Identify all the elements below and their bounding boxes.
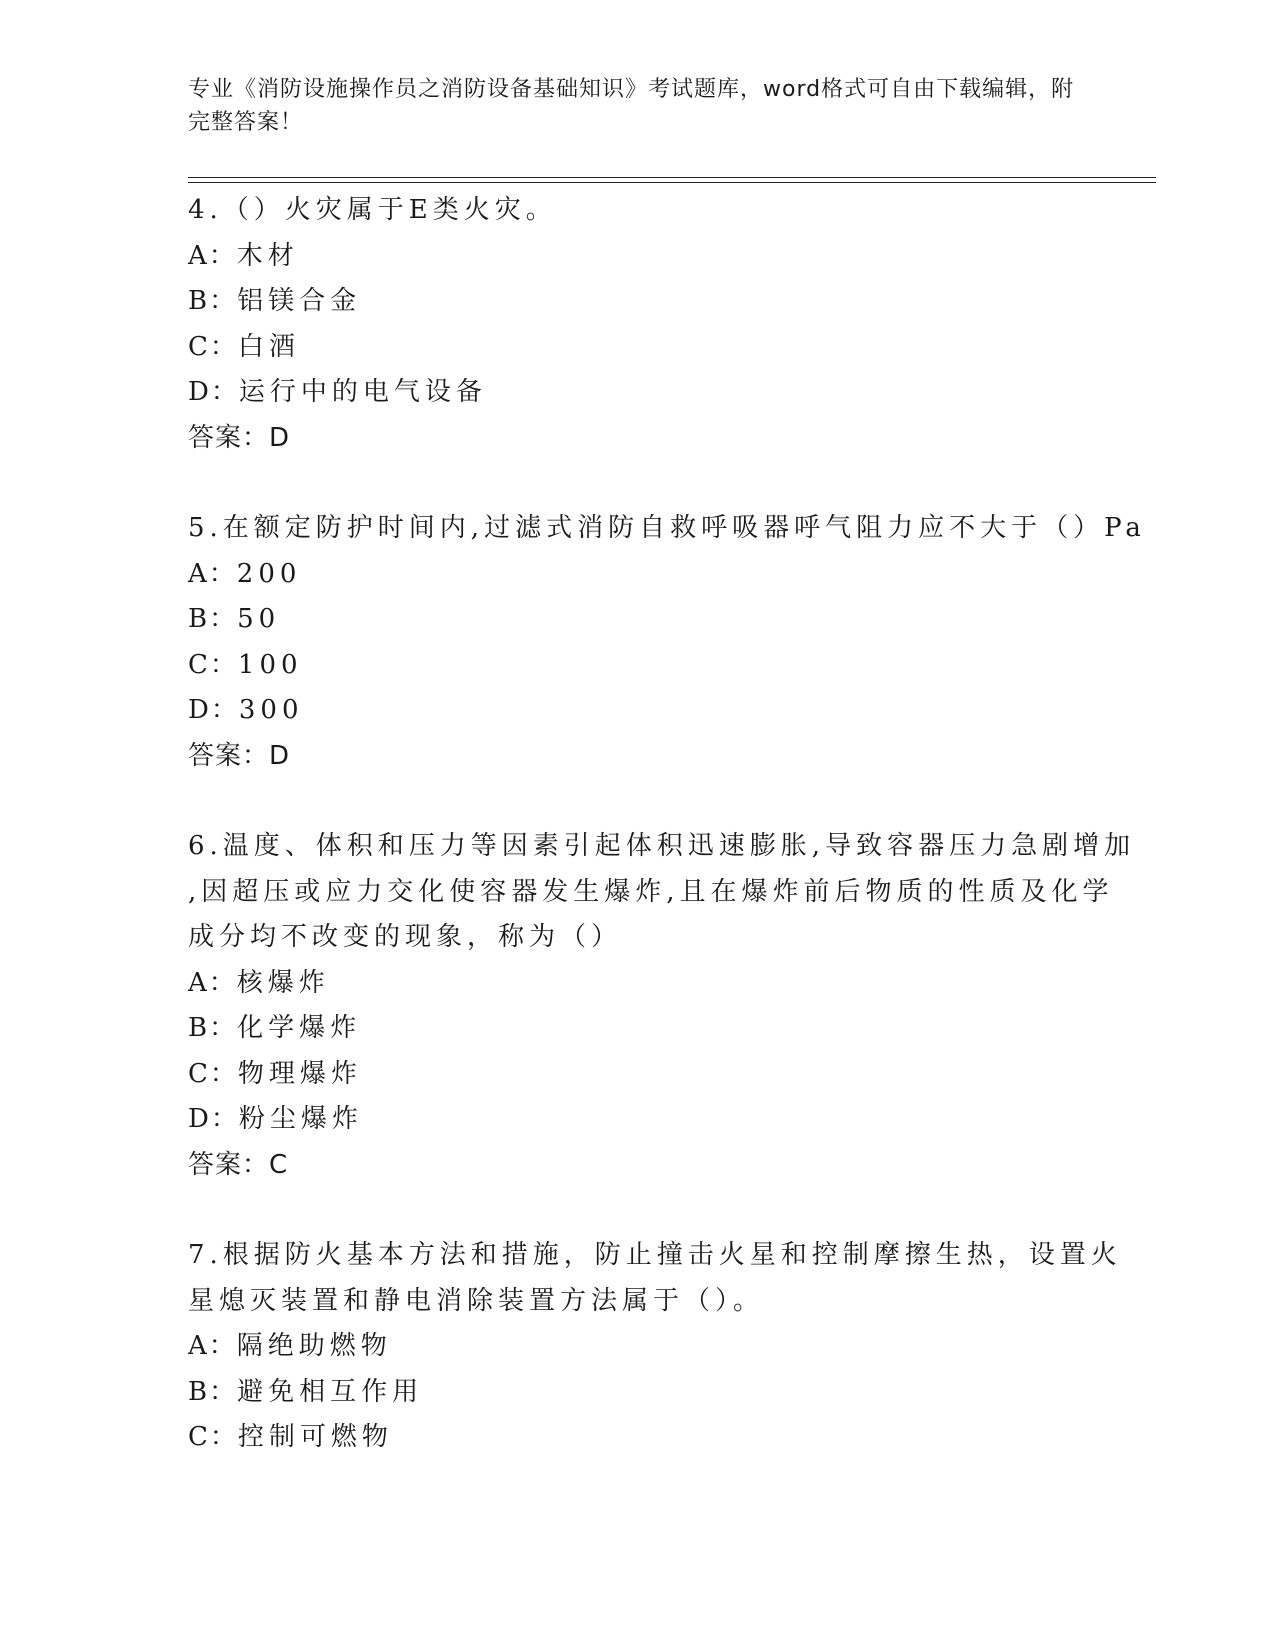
option-label: C： — [188, 1058, 238, 1089]
answer-option — [188, 597, 1088, 643]
question-item — [188, 1233, 1122, 1461]
question-stem — [188, 1233, 1122, 1324]
question-item — [188, 188, 1088, 461]
answer-key: 答案：D — [188, 422, 291, 453]
option-text: 白酒 — [237, 331, 300, 362]
answer-option — [188, 1052, 1088, 1098]
option-text: 铝镁合金 — [237, 286, 362, 316]
answer-option — [188, 1370, 1088, 1416]
option-text: 物理爆炸 — [237, 1058, 362, 1089]
option-label: D： — [188, 695, 239, 725]
answer-option — [188, 370, 1088, 416]
question-stem-line: ,因超压或应力交化使容器发生爆炸,且在爆炸前后物质的性质及化学 — [188, 876, 1114, 907]
option-text: 300 — [238, 695, 304, 725]
option-label: A： — [188, 1331, 237, 1361]
option-label: B： — [188, 286, 238, 316]
option-text: 控制可燃物 — [237, 1422, 393, 1452]
question-stem — [188, 824, 1136, 961]
option-label: C： — [188, 331, 238, 362]
option-label: C： — [188, 649, 238, 680]
answer-option — [188, 325, 1088, 371]
document-header: 专业《消防设施操作员之消防设备基础知识》考试题库，word格式可自由下载编辑，附完整答案！ — [188, 77, 1075, 135]
answer-option — [188, 1097, 1088, 1143]
question-stem-line: 4.（）火灾属于E类火灾。 — [188, 195, 557, 225]
option-label: D： — [188, 377, 239, 407]
option-text: 运行中的电气设备 — [238, 377, 487, 407]
option-text: 避免相互作用 — [237, 1376, 424, 1407]
option-label: A： — [188, 967, 237, 998]
answer-key: 答案：C — [188, 1149, 289, 1180]
question-stem — [188, 188, 1088, 234]
answer-key: 答案：D — [188, 740, 291, 771]
answer-option — [188, 552, 1088, 598]
question-stem-line: 7.根据防火基本方法和措施，防止撞击火星和控制摩擦生热，设置火 — [188, 1240, 1122, 1270]
answer-option — [188, 688, 1088, 734]
question-stem-line: 星熄灭装置和静电消除装置方法属于（）。 — [188, 1285, 765, 1316]
option-text: 100 — [237, 649, 303, 680]
option-label: D： — [188, 1104, 239, 1134]
option-text: 核爆炸 — [236, 967, 330, 998]
option-text: 木材 — [236, 240, 299, 271]
question-list — [188, 188, 1146, 1506]
option-label: A： — [188, 240, 237, 271]
question-item — [188, 506, 1146, 779]
answer-option — [188, 961, 1088, 1007]
header-divider-top — [188, 177, 1156, 178]
option-text: 化学爆炸 — [237, 1013, 362, 1043]
option-text: 50 — [237, 604, 281, 634]
option-label: B： — [188, 1013, 238, 1043]
option-label: B： — [188, 604, 238, 634]
option-label: C： — [188, 1422, 238, 1452]
header-divider-bottom — [188, 182, 1156, 183]
option-label: B： — [188, 1376, 238, 1407]
question-item — [188, 824, 1136, 1188]
question-stem-line: 5.在额定防护时间内,过滤式消防自救呼吸器呼气阻力应不大于（）Pa — [188, 513, 1146, 543]
option-text: 隔绝助燃物 — [236, 1331, 392, 1361]
option-label: A： — [188, 558, 237, 589]
answer-option — [188, 279, 1088, 325]
question-stem — [188, 506, 1146, 552]
answer-option — [188, 234, 1088, 280]
answer-option — [188, 643, 1088, 689]
answer-option — [188, 1415, 1088, 1461]
question-stem-line: 成分均不改变的现象，称为（） — [188, 922, 623, 952]
answer-option — [188, 1006, 1088, 1052]
option-text: 200 — [236, 558, 302, 589]
question-stem-line: 6.温度、体积和压力等因素引起体积迅速膨胀,导致容器压力急剧增加 — [188, 831, 1136, 861]
answer-option — [188, 1324, 1088, 1370]
option-text: 粉尘爆炸 — [238, 1104, 363, 1134]
